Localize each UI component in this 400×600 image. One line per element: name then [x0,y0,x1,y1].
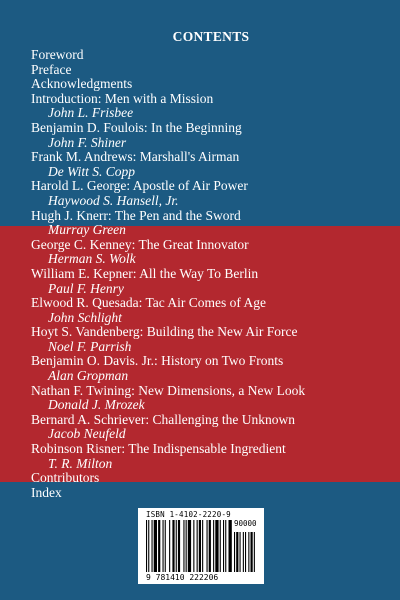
toc-entry-title: Nathan F. Twining: New Dimensions, a New Look [31,382,306,398]
toc-entry-author: Paul F. Henry [48,280,124,296]
toc-entry-author: Donald J. Mrozek [48,397,145,413]
toc-entry-title: Hugh J. Knerr: The Pen and the Sword [31,207,241,223]
toc-entry-title: Elwood R. Quesada: Tac Air Comes of Age [31,295,267,311]
isbn-text: ISBN 1-4102-2220-9 [146,510,231,519]
toc-entry-author: Jacob Neufeld [48,426,126,442]
toc-entry-author: John L. Frisbee [48,105,134,121]
barcode-label [138,508,264,584]
toc-entry-author: John F. Shiner [48,134,127,150]
toc-entry-author: Herman S. Wolk [48,251,136,267]
toc-entry-title: Benjamin O. Davis. Jr.: History on Two Fronts [31,353,284,369]
toc-entry-title: Harold L. George: Apostle of Air Power [31,178,248,194]
toc-entry-author: Haywood S. Hansell, Jr. [48,192,179,208]
toc-entry-title: Acknowledgments [31,76,133,92]
toc-entry-title: William E. Kepner: All the Way To Berlin [31,265,259,281]
toc-list [31,48,381,500]
table-of-contents [31,29,381,500]
toc-entry-title: Frank M. Andrews: Marshall's Airman [31,149,240,165]
toc-entry-title: Foreword [31,47,84,62]
toc-entry-author: T. R. Milton [48,455,113,471]
toc-entry-title: Preface [31,61,72,77]
toc-entry-title: Introduction: Men with a Mission [31,90,214,106]
toc-entry-title: George C. Kenney: The Great Innovator [31,236,249,252]
toc-entry-title: Benjamin D. Foulois: In the Beginning [31,119,242,135]
toc-entry-title: Bernard A. Schriever: Challenging the Unknown [31,411,295,427]
toc-entry-title: Hoyt S. Vandenberg: Building the New Air Force [31,324,298,340]
toc-entry-author: De Witt S. Copp [48,163,135,179]
toc-entry-author: Noel F. Parrish [48,338,132,354]
toc-entry-title: Index [31,484,62,500]
toc-entry-title: Robinson Risner: The Indispensable Ingredient [31,441,286,457]
barcode-icon [144,520,258,572]
toc-entry-author: Alan Gropman [48,368,129,384]
price-code: 90000 [234,519,257,528]
toc-entry-author: Murray Green [48,222,126,238]
ean-number: 9 781410 222206 [146,573,219,582]
contents-heading: CONTENTS [172,29,250,44]
toc-entry-title: Contributors [31,470,100,486]
toc-entry-author: John Schlight [48,309,122,325]
